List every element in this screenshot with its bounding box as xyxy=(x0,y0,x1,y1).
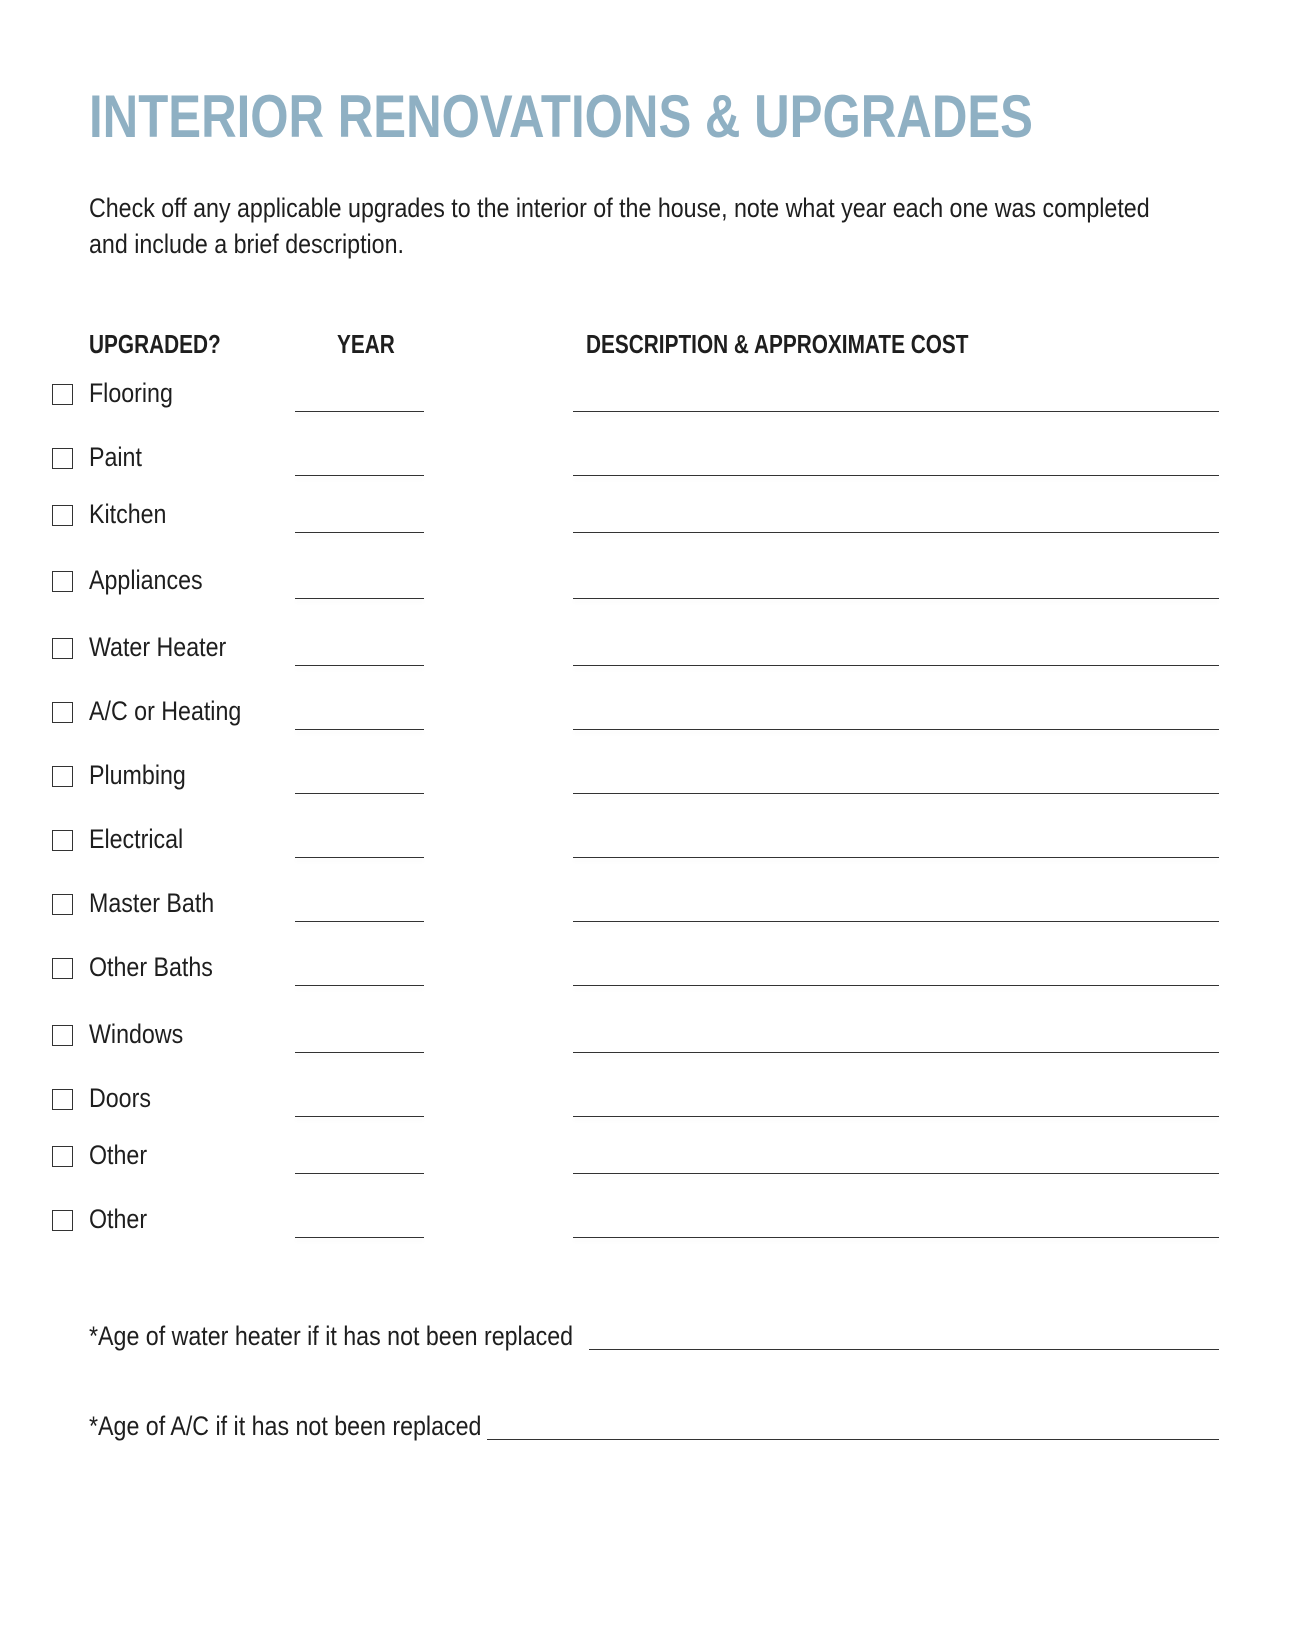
checklist-row xyxy=(0,434,1306,494)
upgrade-item-label: Appliances xyxy=(89,565,203,595)
year-field[interactable] xyxy=(295,475,424,476)
ac-age-field[interactable] xyxy=(487,1439,1219,1440)
upgrade-checkbox[interactable] xyxy=(52,505,73,526)
year-field[interactable] xyxy=(295,985,424,986)
description-field[interactable] xyxy=(573,532,1219,533)
upgrade-checkbox[interactable] xyxy=(52,1210,73,1231)
year-field[interactable] xyxy=(295,1237,424,1238)
year-field[interactable] xyxy=(295,857,424,858)
description-field[interactable] xyxy=(573,921,1219,922)
upgrade-checkbox[interactable] xyxy=(52,766,73,787)
checklist-row xyxy=(0,880,1306,940)
checklist-row xyxy=(0,1196,1306,1256)
upgrade-item-label: Windows xyxy=(89,1019,184,1049)
upgrade-item-label: Paint xyxy=(89,442,142,472)
checklist-row xyxy=(0,491,1306,551)
description-field[interactable] xyxy=(573,411,1219,412)
year-field[interactable] xyxy=(295,1173,424,1174)
description-field[interactable] xyxy=(573,665,1219,666)
page-title: INTERIOR RENOVATIONS & UPGRADES xyxy=(89,83,1033,150)
upgrade-checkbox[interactable] xyxy=(52,1025,73,1046)
checklist-row xyxy=(0,688,1306,748)
upgrade-checkbox[interactable] xyxy=(52,384,73,405)
upgrade-item-label: Other xyxy=(89,1140,148,1170)
upgrade-item-label: A/C or Heating xyxy=(89,696,242,726)
description-field[interactable] xyxy=(573,729,1219,730)
upgrade-item-label: Electrical xyxy=(89,824,184,854)
description-field[interactable] xyxy=(573,1052,1219,1053)
upgrade-item-label: Other xyxy=(89,1204,148,1234)
description-field[interactable] xyxy=(573,598,1219,599)
upgrade-item-label: Plumbing xyxy=(89,760,186,790)
year-field[interactable] xyxy=(295,598,424,599)
upgrade-item-label: Kitchen xyxy=(89,499,167,529)
instructions-text: Check off any applicable upgrades to the interior of the house, note what year each one was completed and include a brief description. xyxy=(89,193,1150,259)
checklist-row xyxy=(0,1075,1306,1135)
checklist-row xyxy=(0,370,1306,430)
description-field[interactable] xyxy=(573,857,1219,858)
description-field[interactable] xyxy=(573,793,1219,794)
upgrade-checkbox[interactable] xyxy=(52,702,73,723)
year-field[interactable] xyxy=(295,665,424,666)
description-field[interactable] xyxy=(573,1173,1219,1174)
upgrade-item-label: Water Heater xyxy=(89,632,227,662)
upgrade-checkbox[interactable] xyxy=(52,448,73,469)
year-field[interactable] xyxy=(295,793,424,794)
checklist-row xyxy=(0,1011,1306,1071)
upgrade-item-label: Master Bath xyxy=(89,888,215,918)
upgrade-item-label: Other Baths xyxy=(89,952,213,982)
column-header-upgraded: UPGRADED? xyxy=(89,329,221,359)
checklist-row xyxy=(0,816,1306,876)
description-field[interactable] xyxy=(573,985,1219,986)
upgrade-checkbox[interactable] xyxy=(52,1089,73,1110)
upgrade-checkbox[interactable] xyxy=(52,638,73,659)
column-header-description: DESCRIPTION & APPROXIMATE COST xyxy=(586,329,969,359)
description-field[interactable] xyxy=(573,475,1219,476)
year-field[interactable] xyxy=(295,1116,424,1117)
year-field[interactable] xyxy=(295,921,424,922)
upgrade-checkbox[interactable] xyxy=(52,894,73,915)
ac-age-note xyxy=(89,1409,1219,1449)
upgrade-checkbox[interactable] xyxy=(52,1146,73,1167)
checklist-row xyxy=(0,1132,1306,1192)
column-header-year: YEAR xyxy=(337,329,395,359)
year-field[interactable] xyxy=(295,1052,424,1053)
description-field[interactable] xyxy=(573,1116,1219,1117)
checklist-row xyxy=(0,752,1306,812)
upgrade-checkbox[interactable] xyxy=(52,571,73,592)
year-field[interactable] xyxy=(295,729,424,730)
year-field[interactable] xyxy=(295,411,424,412)
upgrade-checkbox[interactable] xyxy=(52,830,73,851)
upgrade-item-label: Flooring xyxy=(89,378,173,408)
upgrade-item-label: Doors xyxy=(89,1083,151,1113)
ac-age-label: *Age of A/C if it has not been replaced xyxy=(89,1411,482,1441)
water-heater-age-label: *Age of water heater if it has not been replaced xyxy=(89,1321,574,1351)
checklist-row xyxy=(0,557,1306,617)
water-heater-age-note xyxy=(89,1319,1219,1359)
upgrade-checkbox[interactable] xyxy=(52,958,73,979)
year-field[interactable] xyxy=(295,532,424,533)
water-heater-age-field[interactable] xyxy=(589,1349,1219,1350)
checklist-row xyxy=(0,624,1306,684)
checklist-row xyxy=(0,944,1306,1004)
description-field[interactable] xyxy=(573,1237,1219,1238)
